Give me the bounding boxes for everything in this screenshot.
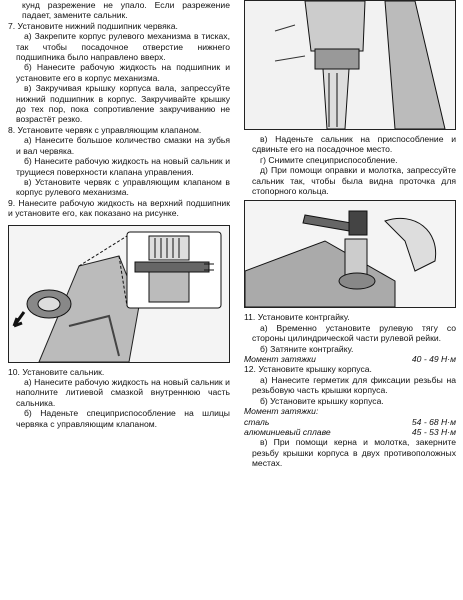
figure-upper-bearing bbox=[8, 225, 230, 363]
step-11b: б) Затяните контргайку. bbox=[260, 343, 354, 354]
step-7b: б) Нанесите рабочую жидкость на подшипник и установите его в корпус механизма. bbox=[16, 62, 230, 83]
step-12: 12. Установите крышку корпуса. bbox=[244, 364, 372, 375]
left-column bbox=[8, 0, 230, 429]
step-10: 10. Установите сальник. bbox=[8, 366, 105, 377]
torque-spec-2-label: Момент затяжки: bbox=[244, 406, 319, 417]
step-11: 11. Установите контргайку. bbox=[244, 312, 350, 323]
torque-spec-1 bbox=[244, 354, 456, 364]
torque-label: Момент затяжки bbox=[244, 354, 316, 365]
steel-value: 54 - 68 Н·м bbox=[411, 416, 456, 427]
right-column bbox=[244, 0, 456, 469]
step-12c: в) При помощи керна и молотка, закерните резьбу крышки корпуса в двух противоположных местах. bbox=[252, 437, 456, 469]
step-10c: в) Наденьте сальник на приспособление и сдвиньте его на посадочное место. bbox=[252, 134, 456, 155]
step-7c: в) Закручивая крышку корпуса вала, запрессуйте нижний подшипник в корпус. Закручивайте крышку до тех пор, пока сопротивление закручиванию не возрастёт резко. bbox=[16, 83, 230, 125]
step-7: 7. Установите нижний подшипник червяка. bbox=[8, 20, 178, 31]
step-10e: д) При помощи оправки и молотка, запрессуйте сальник так, чтобы была видна проточка для стопорного кольца. bbox=[252, 165, 456, 197]
step-8a: а) Нанесите большое количество смазки на зубья и вал червяка. bbox=[16, 135, 230, 156]
text-p0: кунд разрежение не упало. Если разрежение падает, замените сальник. bbox=[22, 0, 230, 21]
torque-value: 40 - 49 Н·м bbox=[411, 354, 456, 365]
step-8c: в) Установите червяк с управляющим клапаном в корпус рулевого механизма. bbox=[16, 176, 230, 198]
step-9: 9. Нанесите рабочую жидкость на верхний подшипник и установите его, как показано на рисунке. bbox=[8, 197, 230, 219]
step-10a: а) Нанесите рабочую жидкость на новый сальник и наполните литиевой смазкой внутреннюю часть сальника. bbox=[16, 376, 230, 408]
step-12b: б) Установите крышку корпуса. bbox=[260, 395, 384, 406]
torque-steel bbox=[244, 417, 456, 427]
figure-hammer-press bbox=[244, 200, 456, 308]
step-10b: б) Наденьте специприспособление на шлицы червяка с управляющим клапаном. bbox=[16, 408, 230, 429]
step-10d: г) Снимите специприспособление. bbox=[260, 154, 398, 165]
step-7a: а) Закрепите корпус рулевого механизма в тисках, так чтобы посадочное отверстие нижнего подшипника было направлено вверх. bbox=[16, 31, 230, 63]
alu-value: 45 - 53 Н·м bbox=[411, 426, 456, 437]
step-8b: б) Нанесите рабочую жидкость на новый сальник и трущиеся поверхности клапана управления. bbox=[16, 156, 230, 177]
alu-label: алюминиевый сплаве bbox=[244, 426, 331, 437]
step-8: 8. Установите червяк с управляющим клапаном. bbox=[8, 124, 202, 135]
steel-label: сталь bbox=[244, 416, 270, 427]
torque-alu bbox=[244, 427, 456, 437]
step-11a: а) Временно установите рулевую тягу со стороны цилиндрической части рулевой рейки. bbox=[252, 322, 456, 344]
figure-seal-tool bbox=[244, 0, 456, 130]
step-12a: а) Нанесите герметик для фиксации резьбы на резьбовую часть крышки корпуса. bbox=[252, 374, 456, 396]
